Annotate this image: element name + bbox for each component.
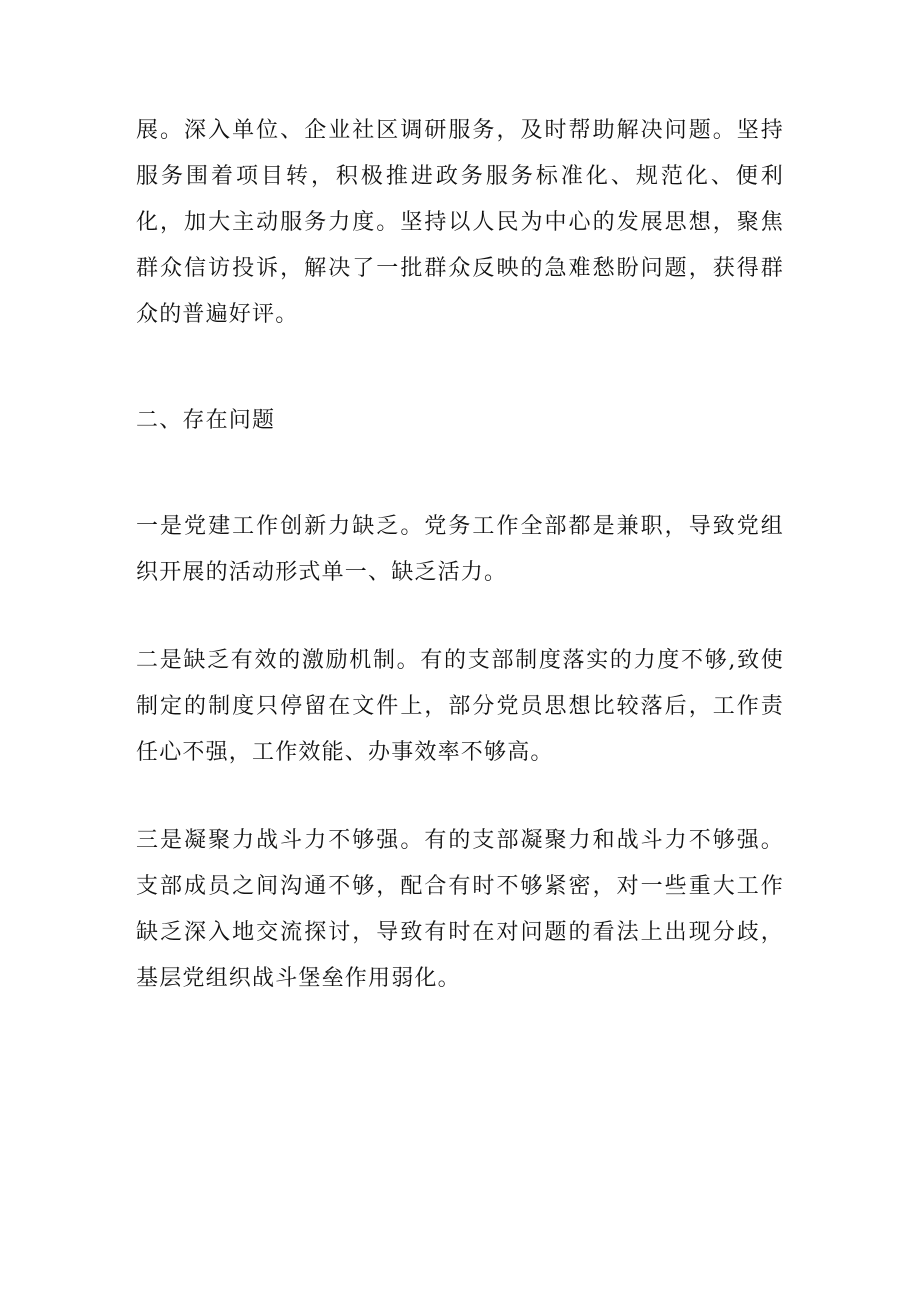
spacer (136, 444, 784, 504)
document-body (136, 108, 784, 1002)
paragraph-achievements: 展。深入单位、企业社区调研服务，及时帮助解决问题。坚持服务围着项目转，积极推进政务服务标准化、规范化、便利化，加大主动服务力度。坚持以人民为中心的发展思想，聚焦群众信访投诉，解决了一批群众反映的急难愁盼问题，获得群众的普遍好评。 (136, 118, 784, 327)
paragraph-problem-three: 三是凝聚力战斗力不够强。有的支部凝聚力和战斗力不够强。支部成员之间沟通不够，配合有时不够紧密，对一些重大工作缺乏深入地交流探讨，导致有时在对问题的看法上出现分歧，基层党组织战斗堡垒作用弱化。 (136, 828, 784, 991)
spacer (136, 596, 784, 638)
paragraph-problem-two: 二是缺乏有效的激励机制。有的支部制度落实的力度不够,致使制定的制度只停留在文件上，部分党员思想比较落后，工作责任心不强，工作效能、办事效率不够高。 (136, 648, 784, 765)
spacer (136, 776, 784, 818)
paragraph-problem-one: 一是党建工作创新力缺乏。党务工作全部都是兼职，导致党组织开展的活动形式单一、缺乏活力。 (136, 514, 784, 585)
spacer (136, 338, 784, 398)
section-heading-problems: 二、存在问题 (136, 408, 276, 433)
